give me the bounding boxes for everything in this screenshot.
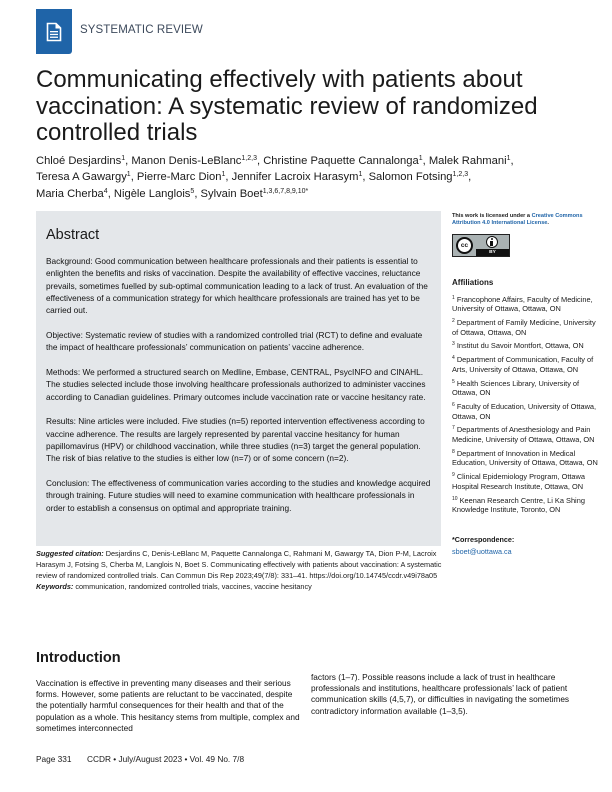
author: Maria Cherba$^4$, (36, 187, 114, 200)
abstract-methods: Methods: We performed a structured search on Medline, Embase, CENTRAL, PsycINFO and CINAHL. The studies selected include those involving healthcare professionals authorized to administer vaccines according to Canadian guidelines. Primary outcomes include vaccination rate or vaccine hesitancy rate. (46, 367, 426, 402)
abstract-results: Results: Nine articles were included. Five studies (n=5) reported intervention effectiveness according to vaccine adherence. The results are largely represented by parental vaccine hesitancy for human papillomavirus (HPV) or childhood vaccination, while three studies (n=3) target the general population. The risk of bias relative to the studies is either low (n=7) or of some concern (n=2). (46, 416, 425, 464)
document-icon (36, 9, 72, 54)
license-notice: This work is licensed under a Creative Commons Attribution 4.0 International License. (452, 213, 583, 227)
article-title: Communicating effectively with patients about vaccination: A systematic review of randomized controlled trials (36, 66, 538, 146)
affiliations-heading: Affiliations (452, 277, 494, 287)
license-link[interactable]: Creative Commons Attribution 4.0 International License (452, 213, 583, 227)
suggested-citation (36, 548, 446, 592)
affiliation-item: $^5$ Health Sciences Library, University of Ottawa, ON (452, 378, 580, 398)
introduction-text-left: Vaccination is effective in preventing many diseases and their serious forms. However, some patients are reluctant to be vaccinated, despite the potentially harmful consequences for their health and that of the population as a whole. This hesitancy stems from multiple, complex and sometimes interconnected (36, 678, 300, 733)
cc-icon: cc (456, 237, 473, 254)
author: Jennifer Lacroix Harasym$^1$, (231, 171, 369, 184)
introduction-heading: Introduction (36, 650, 121, 666)
citation-text[interactable]: Desjardins C, Denis-LeBlanc M, Paquette Cannalonga C, Rahmani M, Gawargy TA, Dion P-M, Lacroix Harasym J, Fotsing S, Cherba M, Langlois N, Boet S. Communicating effectively with patients about vaccination: A systematic review of randomized controlled trials. Can Commun Dis Rep 2023;49(7/8): 331–41. https://doi.org/10.14745/ccdr.v49i78a05 (36, 549, 442, 580)
affiliation-item: $^7$ Departments of Anesthesiology and Pain Medicine, University of Ottawa, Ottawa, ON (452, 425, 595, 445)
abstract-objective: Objective: Systematic review of studies with a randomized controlled trial (RCT) to define and evaluate the impact of healthcare professionals’ communication on patients’ vaccine adherence. (46, 329, 423, 353)
page-number: Page 331 (36, 754, 72, 764)
author: Christine Paquette Cannalonga$^1$, (263, 155, 429, 167)
by-label: BY (476, 249, 509, 256)
abstract-conclusion: Conclusion: The effectiveness of communication varies according to the studies and knowledge acquired through training. Future studies will need to examine communication with healthcare professionals in order to establish a consensus on optimal and appropriate training. (46, 478, 431, 513)
introduction-text-right: factors (1–7). Possible reasons include a lack of trust in healthcare professionals and institutions, healthcare professionals’ lack of patient communication skills (4,5,7), or difficulties in navigating the sometimes contradictory information available (1–3,5). (311, 672, 570, 716)
keywords-label: Keywords: (36, 582, 74, 591)
affiliation-item: $^9$ Clinical Epidemiology Program, Ottawa Hospital Research Institute, Ottawa, ON (452, 472, 585, 491)
section-label: SYSTEMATIC REVIEW (80, 24, 203, 36)
attribution-person-icon (486, 236, 498, 248)
abstract-heading: Abstract (46, 227, 100, 243)
correspondence-label: *Correspondence: (452, 534, 515, 544)
journal-info: CCDR • July/August 2023 • Vol. 49 No. 7/8 (87, 754, 245, 764)
sidebar (452, 213, 602, 556)
affiliation-item: $^4$ Department of Communication, Faculty of Arts, University of Ottawa, Ottawa, ON (452, 355, 594, 374)
cc-by-badge[interactable] (452, 234, 510, 257)
affiliation-item: $^1$ Francophone Affairs, Faculty of Medicine, University of Ottawa, Ottawa, ON (452, 294, 593, 314)
author: Chloé Desjardins$^1$, (36, 155, 132, 167)
abstract-box (36, 211, 441, 546)
author: Malek Rahmani$^1$, (428, 155, 514, 167)
keywords-text: communication, randomized controlled trials, vaccines, vaccine hesitancy (73, 582, 312, 591)
affiliation-item: $^6$ Faculty of Education, University of Ottawa, Ottawa, ON (452, 401, 597, 421)
author: Manon Denis-LeBlanc$^{1,2,3}$, (131, 155, 264, 167)
author-list (36, 153, 576, 202)
correspondence (452, 535, 602, 556)
author: Sylvain Boet$^{1,3,6,7,8,9,10*}$ (200, 187, 309, 200)
affiliation-item: $^{10}$ Keenan Research Centre, Li Ka Shing Knowledge Institute, Toronto, ON (452, 495, 585, 515)
affiliation-item: $^2$ Department of Family Medicine, University of Ottawa, Ottawa, ON (452, 318, 596, 337)
abstract-background: Background: Good communication between healthcare professionals and their patients is essential to enlighten the benefits and risks of vaccination. Despite the availability of effective vaccines, reluctance prevails, sometimes fuelled by sub-optimal communication leading to a lack of trust. An evaluation of the effectiveness of a communication strategy for which healthcare professionals are trained has yet to be carried out. (46, 256, 428, 316)
correspondence-email-link[interactable]: sboet@uottawa.ca (452, 546, 512, 556)
affiliation-item: $^3$ Institut du Savoir Montfort, Ottawa, ON (452, 341, 584, 351)
author: Salomon Fotsing$^{1,2,3}$, (368, 171, 472, 184)
citation-label: Suggested citation: (36, 549, 104, 558)
author: Pierre-Marc Dion$^1$, (136, 171, 232, 184)
author: Nigèle Langlois$^5$, (113, 187, 201, 200)
affiliation-item: $^8$ Department of Innovation in Medical Education, University of Ottawa, Ottawa, ON (452, 448, 598, 468)
author: Teresa A Gawargy$^1$, (36, 171, 137, 184)
